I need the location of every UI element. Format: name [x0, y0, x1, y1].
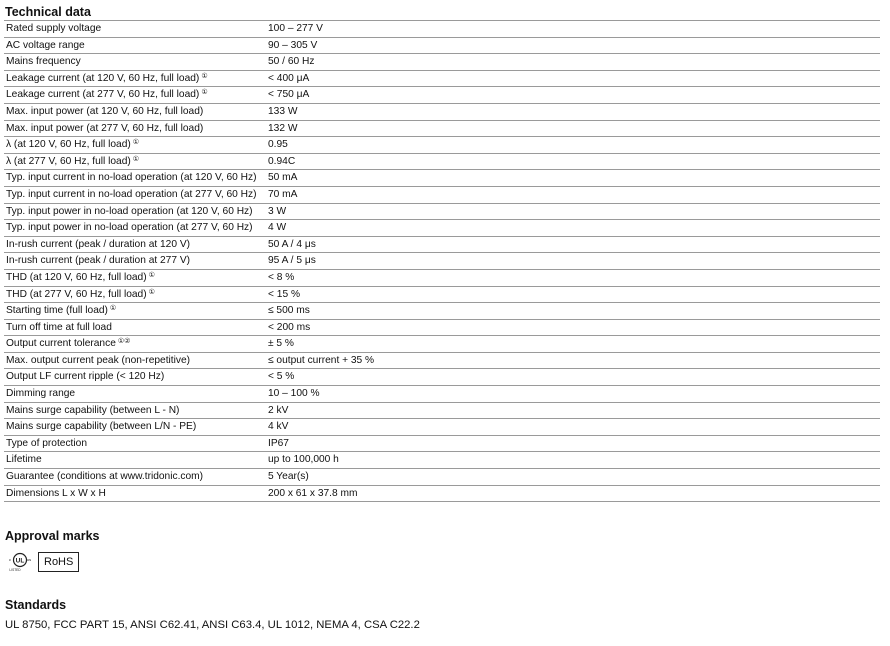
rohs-mark: RoHS [38, 552, 79, 572]
row-label-cell [4, 286, 266, 303]
row-label-cell [4, 54, 266, 71]
row-label: Leakage current (at 120 V, 60 Hz, full load) [6, 72, 200, 84]
row-value: 95 A / 5 μs [266, 253, 880, 270]
table-row [4, 103, 880, 120]
footnote-marker: ① [132, 155, 140, 163]
row-label: Starting time (full load) [6, 305, 108, 317]
ul-listed-mark-icon [7, 552, 31, 572]
row-label: Max. output current peak (non-repetitive) [6, 354, 191, 366]
row-value: 132 W [266, 120, 880, 137]
footnote-marker: ① [148, 271, 155, 279]
row-label: In-rush current (peak / duration at 277 V) [6, 255, 191, 267]
row-value: 2 kV [266, 402, 880, 419]
table-row [4, 303, 880, 320]
row-label: Typ. input current in no-load operation (at 120 V, 60 Hz) [6, 172, 257, 184]
row-label-cell [4, 352, 266, 369]
row-value: 200 x 61 x 37.8 mm [266, 485, 880, 502]
table-row [4, 170, 880, 187]
row-label-cell [4, 253, 266, 270]
row-label-cell [4, 137, 266, 154]
row-label: AC voltage range [6, 39, 85, 51]
row-value: 50 / 60 Hz [266, 54, 880, 71]
row-value: < 8 % [266, 269, 880, 286]
table-row [4, 253, 880, 270]
row-label: Max. input power (at 277 V, 60 Hz, full load) [6, 122, 204, 134]
table-row [4, 352, 880, 369]
table-row [4, 186, 880, 203]
row-label-cell [4, 303, 266, 320]
row-value: up to 100,000 h [266, 452, 880, 469]
table-row [4, 469, 880, 486]
row-label-cell [4, 153, 266, 170]
row-label-cell [4, 186, 266, 203]
row-label-cell [4, 469, 266, 486]
row-label-cell [4, 386, 266, 403]
approval-marks-row [7, 551, 79, 573]
table-row [4, 336, 880, 353]
table-row [4, 419, 880, 436]
row-value: 133 W [266, 103, 880, 120]
standards-title: Standards [5, 598, 67, 612]
row-value: ± 5 % [266, 336, 880, 353]
row-value: 70 mA [266, 186, 880, 203]
row-value: 50 mA [266, 170, 880, 187]
row-value: 100 – 277 V [266, 21, 880, 38]
row-label-cell [4, 319, 266, 336]
row-label: Typ. input current in no-load operation (at 277 V, 60 Hz) [6, 188, 257, 200]
row-value: < 15 % [266, 286, 880, 303]
table-row [4, 87, 880, 104]
row-label-cell [4, 220, 266, 237]
row-label-cell [4, 203, 266, 220]
row-label: λ (at 120 V, 60 Hz, full load) [6, 139, 131, 151]
table-row [4, 153, 880, 170]
table-row [4, 286, 880, 303]
row-label: Rated supply voltage [6, 23, 102, 34]
technical-data-title: Technical data [5, 5, 91, 19]
technical-data-table [4, 20, 880, 502]
row-label-cell [4, 402, 266, 419]
row-label-cell [4, 336, 266, 353]
row-label: Mains frequency [6, 56, 81, 68]
row-label: Typ. input power in no-load operation (at 277 V, 60 Hz) [6, 222, 253, 234]
table-row [4, 452, 880, 469]
table-row [4, 485, 880, 502]
row-label: λ (at 277 V, 60 Hz, full load) [6, 155, 131, 167]
row-value: ≤ output current + 35 % [266, 352, 880, 369]
table-row [4, 54, 880, 71]
row-label-cell [4, 70, 266, 87]
row-label-cell [4, 419, 266, 436]
ul-mark-ul-text: UL [15, 557, 25, 565]
approval-marks-title: Approval marks [5, 529, 100, 543]
footnote-marker: ①② [117, 338, 131, 346]
row-label: Typ. input power in no-load operation (at 120 V, 60 Hz) [6, 205, 253, 217]
row-value: 10 – 100 % [266, 386, 880, 403]
row-label-cell [4, 269, 266, 286]
row-label: In-rush current (peak / duration at 120 V) [6, 238, 191, 250]
row-label: THD (at 120 V, 60 Hz, full load) [6, 271, 147, 283]
table-row [4, 70, 880, 87]
row-value: IP67 [266, 435, 880, 452]
technical-data-table-body [4, 21, 880, 502]
row-label: Dimming range [6, 388, 76, 400]
row-value: < 200 ms [266, 319, 880, 336]
table-row [4, 37, 880, 54]
row-value: 3 W [266, 203, 880, 220]
footnote-marker: ① [201, 89, 208, 97]
row-value: 0.94C [266, 153, 880, 170]
row-value: ≤ 500 ms [266, 303, 880, 320]
row-value: < 400 μA [266, 70, 880, 87]
ul-mark-us-text: us [26, 557, 31, 562]
row-value: 4 kV [266, 419, 880, 436]
footnote-marker: ① [148, 288, 155, 296]
row-label-cell [4, 435, 266, 452]
table-row [4, 435, 880, 452]
table-row [4, 137, 880, 154]
row-label-cell [4, 87, 266, 104]
row-label: Guarantee (conditions at www.tridonic.com) [6, 471, 204, 483]
row-label-cell [4, 236, 266, 253]
ul-mark-listed-text: LISTED [9, 568, 21, 572]
row-label-cell [4, 452, 266, 469]
table-row [4, 120, 880, 137]
row-value: < 5 % [266, 369, 880, 386]
row-label: Dimensions L x W x H [6, 487, 106, 499]
footnote-marker: ① [132, 139, 140, 147]
table-row [4, 220, 880, 237]
table-row [4, 203, 880, 220]
table-row [4, 402, 880, 419]
table-row [4, 236, 880, 253]
row-value: 50 A / 4 μs [266, 236, 880, 253]
row-label: Leakage current (at 277 V, 60 Hz, full load) [6, 89, 200, 101]
row-label-cell [4, 103, 266, 120]
row-value: 0.95 [266, 137, 880, 154]
ul-mark-c-text: c [9, 557, 11, 562]
row-label: Lifetime [6, 454, 42, 466]
row-label: Mains surge capability (between L/N - PE) [6, 421, 197, 433]
row-label-cell [4, 21, 266, 38]
row-label-cell [4, 485, 266, 502]
row-label: Mains surge capability (between L - N) [6, 404, 180, 416]
table-row [4, 269, 880, 286]
row-value: < 750 μA [266, 87, 880, 104]
row-label: Output LF current ripple (< 120 Hz) [6, 371, 165, 383]
footnote-marker: ① [201, 72, 208, 80]
standards-text: UL 8750, FCC PART 15, ANSI C62.41, ANSI C63.4, UL 1012, NEMA 4, CSA C22.2 [5, 619, 420, 631]
row-value: 4 W [266, 220, 880, 237]
row-label: Type of protection [6, 437, 87, 449]
table-row [4, 386, 880, 403]
table-row [4, 21, 880, 38]
row-label-cell [4, 369, 266, 386]
table-row [4, 319, 880, 336]
row-label: Turn off time at full load [6, 321, 112, 333]
row-label: Output current tolerance [6, 338, 116, 350]
row-value: 5 Year(s) [266, 469, 880, 486]
row-label: THD (at 277 V, 60 Hz, full load) [6, 288, 147, 300]
row-label: Max. input power (at 120 V, 60 Hz, full load) [6, 105, 204, 117]
row-value: 90 – 305 V [266, 37, 880, 54]
footnote-marker: ① [109, 305, 117, 313]
table-row [4, 369, 880, 386]
row-label-cell [4, 170, 266, 187]
row-label-cell [4, 120, 266, 137]
row-label-cell [4, 37, 266, 54]
